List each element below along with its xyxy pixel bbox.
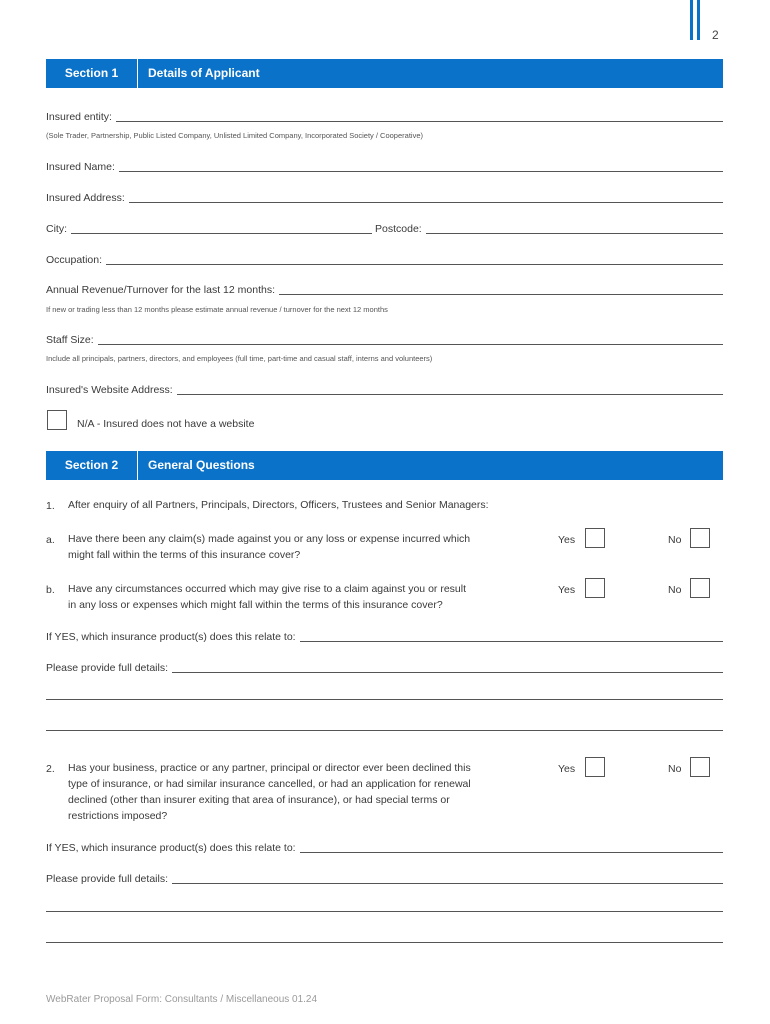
q2-full-details-label: Please provide full details: (46, 873, 168, 885)
q2-if-yes-label: If YES, which insurance product(s) does this relate to: (46, 842, 296, 854)
annual-revenue-field[interactable] (46, 282, 723, 296)
staff-size-field[interactable] (46, 332, 723, 346)
insured-name-field[interactable] (46, 159, 723, 173)
question-2-text: Has your business, practice or any partner, principal or director ever been declined this type of insurance, or had similar insurance cancelled, or had an application for renewal declined (other than insurer exiting that area of insurance), or had special terms or restrictions imposed? (68, 762, 471, 822)
section-1-title: Details of Applicant (148, 66, 260, 80)
question-b-letter: b. (46, 584, 55, 596)
section-1-header (46, 59, 723, 88)
section-2-header (46, 451, 723, 480)
question-a-no-label: No (668, 534, 682, 546)
insured-entity-label: Insured entity: (46, 111, 112, 123)
question-b-yes-label: Yes (558, 584, 576, 596)
question-b-text: Have any circumstances occurred which may give rise to a claim against you or result in any loss or expenses which might fall within the terms of this insurance cover? (68, 583, 466, 611)
annual-revenue-label: Annual Revenue/Turnover for the last 12 months: (46, 284, 275, 296)
section-2-number: Section 2 (64, 458, 119, 472)
q1-details-line-2[interactable] (46, 699, 723, 700)
q2-details-line-2[interactable] (46, 911, 723, 912)
section-1-number: Section 1 (64, 66, 119, 80)
question-2-number: 2. (46, 763, 55, 775)
question-2-no-label: No (668, 763, 682, 775)
website-field[interactable] (46, 382, 723, 396)
postcode-label: Postcode: (375, 223, 422, 235)
question-a-no-checkbox[interactable] (690, 528, 710, 548)
city-field[interactable] (46, 221, 372, 235)
q1-details-line-3[interactable] (46, 730, 723, 731)
page-stripes (690, 0, 702, 40)
q2-details-line-3[interactable] (46, 942, 723, 943)
question-b-yes-checkbox[interactable] (585, 578, 605, 598)
question-a-text: Have there been any claim(s) made against you or any loss or expense incurred which might fall within the terms of this insurance cover? (68, 533, 471, 561)
q2-if-yes-field[interactable] (46, 840, 723, 854)
website-label: Insured's Website Address: (46, 384, 173, 396)
postcode-field[interactable] (375, 221, 723, 235)
q1-if-yes-label: If YES, which insurance product(s) does this relate to: (46, 631, 296, 643)
question-2-no-checkbox[interactable] (690, 757, 710, 777)
page-number: 2 (712, 28, 719, 42)
question-a-yes-checkbox[interactable] (585, 528, 605, 548)
section-2-title: General Questions (148, 458, 255, 472)
question-b-no-checkbox[interactable] (690, 578, 710, 598)
insured-entity-note: (Sole Trader, Partnership, Public Listed Company, Unlisted Limited Company, Incorporated Society / Cooperative) (46, 131, 423, 140)
occupation-field[interactable] (46, 252, 723, 266)
question-1-number: 1. (46, 500, 55, 512)
page-footer: WebRater Proposal Form: Consultants / Miscellaneous 01.24 (46, 994, 318, 1005)
question-b-no-label: No (668, 584, 682, 596)
no-website-label: N/A - Insured does not have a website (77, 418, 255, 430)
staff-size-label: Staff Size: (46, 334, 94, 346)
insured-address-label: Insured Address: (46, 192, 125, 204)
q1-if-yes-field[interactable] (46, 629, 723, 643)
insured-name-label: Insured Name: (46, 161, 115, 173)
insured-address-field[interactable] (46, 190, 723, 204)
staff-size-note: Include all principals, partners, directors, and employees (full time, part-time and casual staff, interns and volunteers) (46, 354, 433, 363)
question-a-yes-label: Yes (558, 534, 576, 546)
question-2-yes-checkbox[interactable] (585, 757, 605, 777)
q1-full-details-field[interactable] (46, 660, 723, 674)
question-a-letter: a. (46, 534, 55, 546)
no-website-checkbox[interactable] (47, 410, 67, 430)
q2-full-details-field[interactable] (46, 871, 723, 885)
occupation-label: Occupation: (46, 254, 103, 266)
insured-entity-field[interactable] (46, 109, 723, 123)
annual-revenue-note: If new or trading less than 12 months please estimate annual revenue / turnover for the next 12 months (46, 305, 388, 314)
question-2-yes-label: Yes (558, 763, 576, 775)
question-1-text: After enquiry of all Partners, Principals, Directors, Officers, Trustees and Senior Managers: (68, 499, 489, 511)
q1-full-details-label: Please provide full details: (46, 662, 168, 674)
city-label: City: (46, 223, 67, 235)
